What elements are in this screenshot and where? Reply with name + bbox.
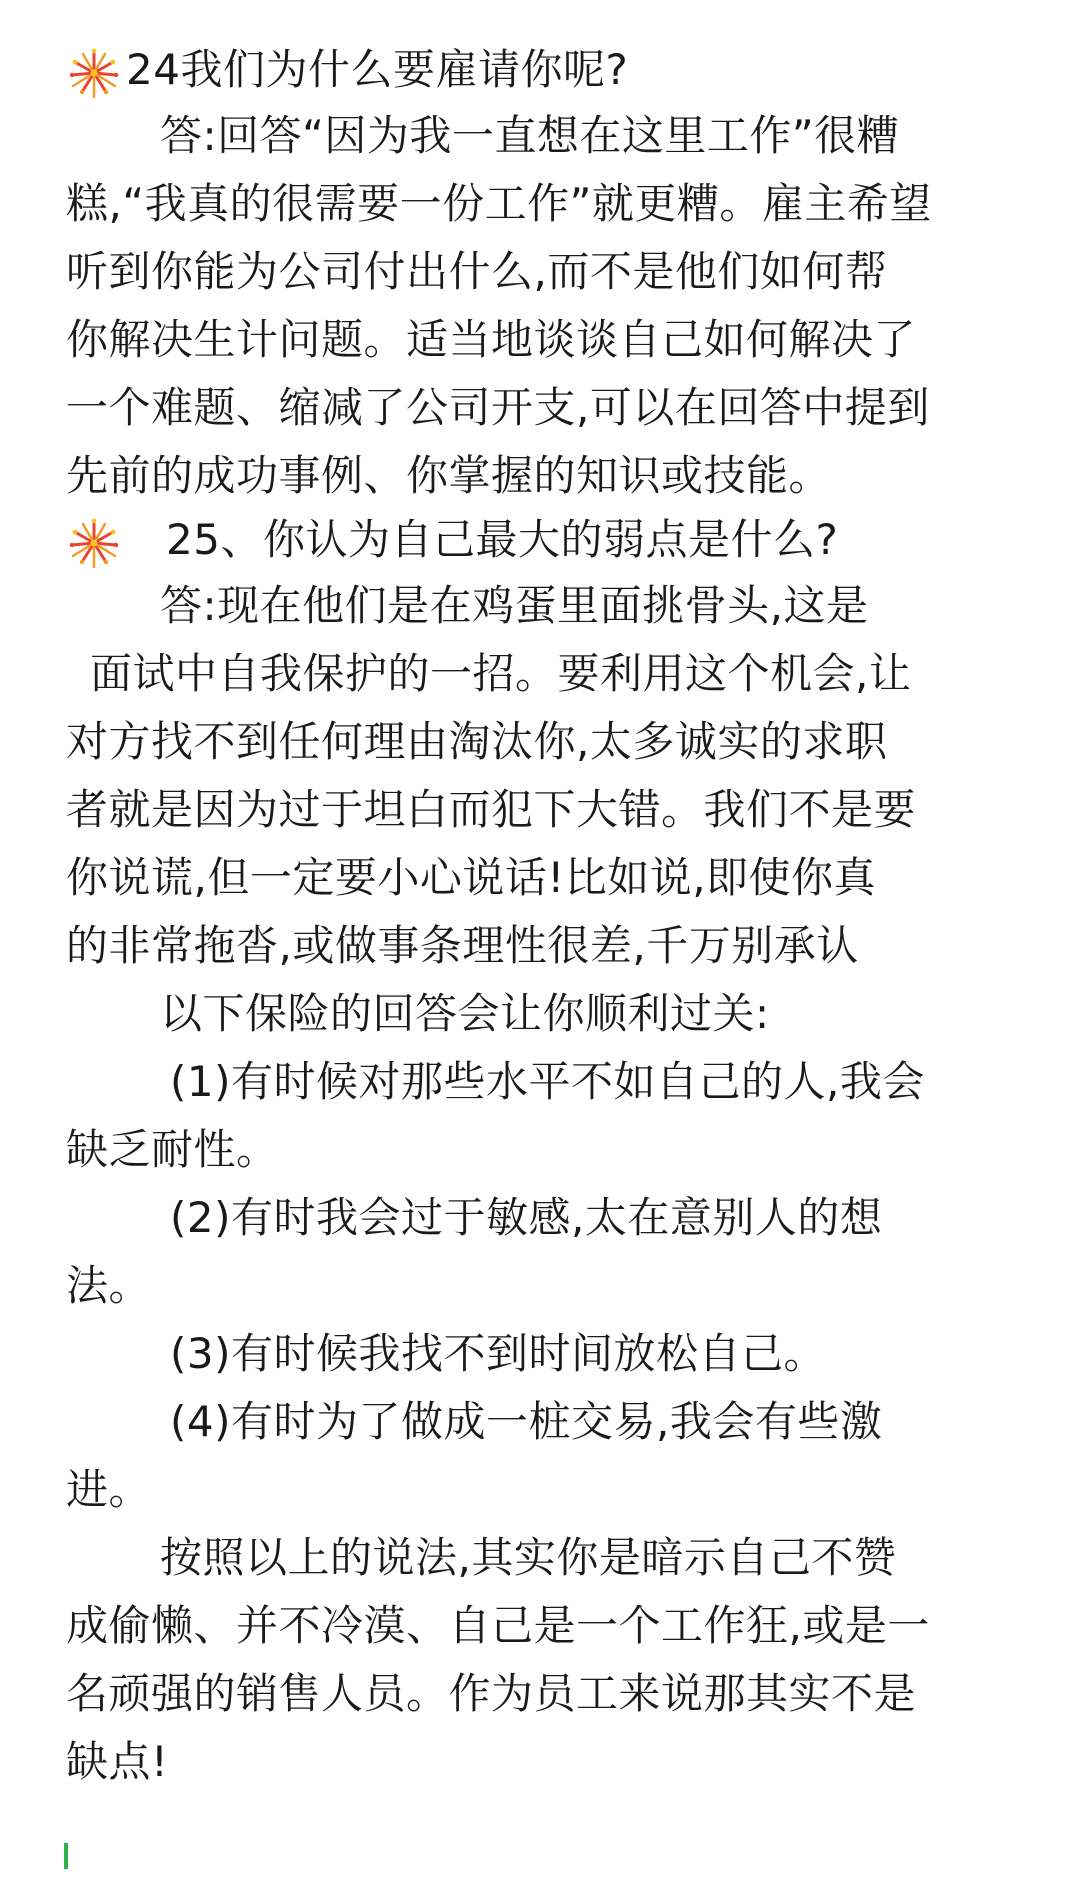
answer-24-line-1: 答:回答“因为我一直想在这里工作”很糟 (160, 111, 900, 160)
answer-25-line-4: 者就是因为过于坦白而犯下大错。我们不是要 (66, 785, 917, 834)
answer-24-line-5: 一个难题、缩减了公司开支,可以在回答中提到 (66, 383, 930, 432)
answer-25-line-3: 对方找不到任何理由淘汰你,太多诚实的求职 (66, 717, 888, 766)
summary-line-1: 按照以上的说法,其实你是暗示自己不赞 (160, 1533, 897, 1582)
question-24-title: 24我们为什么要雇请你呢? (126, 45, 629, 94)
question-25-heading (66, 506, 838, 574)
answer-25-line-7: 以下保险的回答会让你顺利过关: (160, 989, 770, 1038)
list-item-4-line-2: 进。 (66, 1465, 152, 1514)
answer-25-line-5: 你说谎,但一定要小心说话!比如说,即使你真 (66, 853, 877, 902)
answer-25-line-6: 的非常拖沓,或做事条理性很差,千万别承认 (66, 921, 859, 970)
question-24-heading (66, 36, 628, 104)
list-item-4-line-1: (4)有时为了做成一桩交易,我会有些激 (170, 1397, 883, 1446)
answer-24-line-2: 糕,“我真的很需要一份工作”就更糟。雇主希望 (66, 179, 932, 228)
fireworks-icon (66, 515, 122, 571)
question-25-title: 25、你认为自己最大的弱点是什么? (166, 515, 839, 564)
list-item-3-line-1: (3)有时候我找不到时间放松自己。 (170, 1329, 826, 1378)
answer-25-line-2: 面试中自我保护的一招。要利用这个机会,让 (90, 649, 912, 698)
answer-24-line-4: 你解决生计问题。适当地谈谈自己如何解决了 (66, 315, 917, 364)
summary-line-4: 缺点! (66, 1737, 169, 1786)
list-item-1-line-1: (1)有时候对那些水平不如自己的人,我会 (170, 1057, 925, 1106)
answer-25-line-1: 答:现在他们是在鸡蛋里面挑骨头,这是 (160, 581, 869, 630)
answer-24-line-3: 听到你能为公司付出什么,而不是他们如何帮 (66, 247, 888, 296)
text-cursor (64, 1843, 68, 1869)
summary-line-3: 名顽强的销售人员。作为员工来说那其实不是 (66, 1669, 917, 1718)
list-item-1-line-2: 缺乏耐性。 (66, 1125, 279, 1174)
fireworks-icon (66, 45, 122, 101)
list-item-2-line-1: (2)有时我会过于敏感,太在意别人的想 (170, 1193, 883, 1242)
summary-line-2: 成偷懒、并不冷漠、自己是一个工作狂,或是一 (66, 1601, 930, 1650)
answer-24-line-6: 先前的成功事例、你掌握的知识或技能。 (66, 451, 832, 500)
list-item-2-line-2: 法。 (66, 1261, 152, 1310)
